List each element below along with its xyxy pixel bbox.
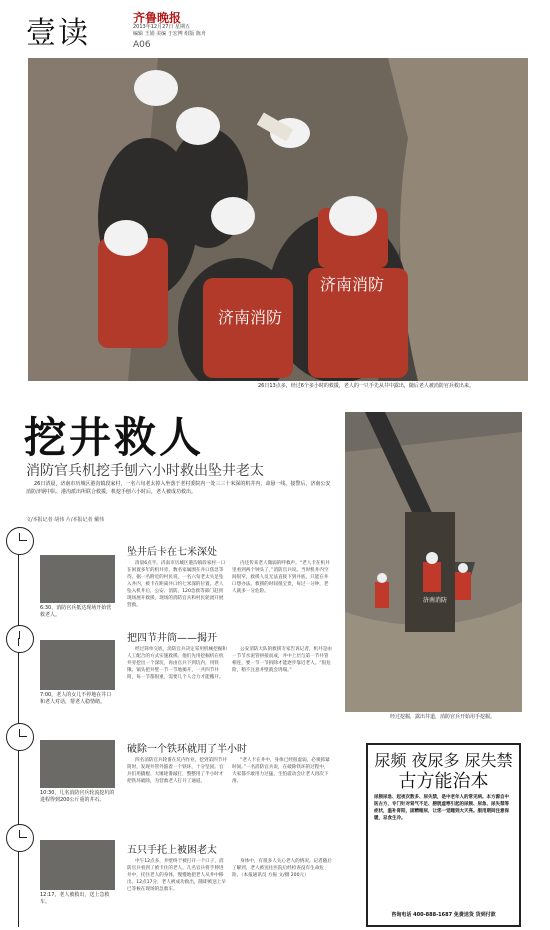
date-line: 2013年12月27日 星期五 bbox=[133, 24, 191, 30]
section-text-4b: 身体中，有很多人关心老人的情况。记者随后了解到，老人被送往医院后经检查没有生命危险。（本报通讯员 方振 文/摄 200元） bbox=[232, 859, 332, 878]
section-text-2a: 经过简单交底，消防官兵决定采用机械挖掘和人工配合的方式实施救援。他们先用挖掘机在机井旁挖出一个深坑，再由官兵下到坑内，用铁锹、镐头把井壁一节一节地揭开，一共四节井筒，每一节都很重，需要几个人合力才能搬开。 bbox=[127, 647, 227, 680]
main-photo-caption: 26日13点多，经过6个多小时的救援，老人的一只手先从井中露出，随后老人被消防官兵救出来。 bbox=[258, 383, 474, 389]
article-headline: 挖井救人 bbox=[24, 413, 205, 462]
editor-line: 编辑 王娟 美编 于宏博 组版 陈舟 bbox=[133, 31, 206, 37]
clock-icon bbox=[6, 527, 34, 555]
section-heading-4: 五只手托上被困老太 bbox=[127, 845, 217, 856]
ad-body-text: 尿频尿急、起夜次数多、尿失禁，是中老年人的常见病。本方源自中医古方，专门针对肾气不足、膀胱虚寒引起的尿频、尿急、尿失禁等症状，温补肾阳，固精缩尿，让您一觉睡到大天亮。服用期间注意保暖，忌食生冷。 bbox=[374, 795, 509, 821]
rescue-scene-illustration bbox=[28, 58, 528, 381]
timeline-photo-3 bbox=[40, 740, 115, 788]
timeline-photo-4 bbox=[40, 840, 115, 890]
clock-icon bbox=[6, 723, 34, 751]
timeline-caption-3: 10:30，几名消防官兵轮流挖坑的进程得到200公斤重的井石。 bbox=[40, 790, 115, 803]
timeline-photo-2 bbox=[40, 640, 115, 690]
ad-title-line1: 尿频 夜尿多 尿失禁 bbox=[374, 751, 513, 770]
ad-hotline: 咨询电话 400-888-1687 免费送货 货到付款 bbox=[391, 912, 496, 918]
section-text-3a: 四名消防官兵轮番在坑内作业，挖到第四节井筒时，发现井管外箍着一个铁环，十分坚固。官兵们用撬棍、大锤轮番敲打，整整用了半小时才把铁环破除，为营救老人打开了通道。 bbox=[127, 758, 227, 784]
section-heading-1: 坠井后卡在七米深处 bbox=[127, 547, 217, 558]
section-text-2b: 公安消防大队的救援专家告诉记者，机井是由一节节水泥管拼接而成，井中上层与第一节井管相连，要一节一节拆除才能逐步靠近老人。“很危险，稍不注意井壁就会坍塌。” bbox=[232, 647, 332, 673]
clock-icon bbox=[6, 625, 34, 653]
newspaper-logo: 齐鲁晚报 bbox=[133, 11, 182, 25]
right-photo-caption: 经过挖掘，露出井道，消防官兵开始用手挖掘。 bbox=[390, 714, 496, 720]
vest-text-1: 济南消防 bbox=[218, 308, 283, 327]
section-text-4a: 中午12点多，井壁终于被打开一个口子，消防官兵看到了被卡住的老人。几名官兵将手伸进井中，托住老人的身体，慢慢地把老人从井中移出。12点17分，老人被成功救出，随即被送上早已等候在现场的急救车。 bbox=[127, 859, 226, 892]
article-lead: 26日清晨，济南市历城区港沟镇段家村，一名六旬老太掉入坐落于老村委院内一处三三十米深的机井内，命悬一线。接警后，济南公安消防济钢中队、港沟派出所联合救援，机挖手刨六小时后，老人被成功救出。 bbox=[26, 481, 331, 495]
article-subheadline: 消防官兵机挖手刨六小时救出坠井老太 bbox=[26, 463, 264, 479]
ad-title-line2: 古方能治本 bbox=[398, 771, 489, 792]
excavator-scene-illustration bbox=[345, 412, 522, 712]
page-code: A06 bbox=[133, 40, 151, 50]
section-text-3b: “老人卡在井中，身体已经很虚弱，必须抓紧时间。”一名消防官兵说，在破除铁环的过程中，大家都不敢用力过猛，生怕震动会让老人再次下滑。 bbox=[232, 758, 330, 784]
main-rescue-photo bbox=[28, 58, 528, 381]
section-text-1a: 清晨6点半，济南市历城区港沟镇段家村一口在闲置多年的机井旁，数名家属围在井口焦急等待。据一名附近的村民说，一名六旬老太失足坠入井内，被卡在距离井口约七米深的位置。老人坠入机井后，公安、消防、120急救等部门赶到现场展开救援，现场的消防官兵和村民轮流开展营救。 bbox=[127, 561, 226, 608]
timeline-caption-2: 7:00，老人的女儿不停地在井口和老人对话，帮老人稳情绪。 bbox=[40, 692, 112, 705]
section-title: 壹读 bbox=[26, 16, 90, 51]
excavator-rescue-photo bbox=[345, 412, 522, 712]
advertisement-box[interactable] bbox=[366, 743, 521, 927]
article-byline: 文/本报记者 胡伟 片/本报记者 戴伟 bbox=[26, 517, 105, 523]
section-text-1b: 内还传来老人微弱的呼救声。“老人卡在机井里看到两个钟头了，”消防官兵说。当时机井内空间很窄，救援人员无法直接下到井底，只能在井口想办法。救援的时间很宝贵，每过一分钟，老人就多一分危险。 bbox=[232, 561, 330, 594]
right-vest-text: 济南消防 bbox=[423, 597, 448, 604]
timeline-caption-4: 12:17，老人被救出，送上急救车。 bbox=[40, 892, 110, 905]
section-heading-3: 破除一个铁环就用了半小时 bbox=[127, 744, 247, 755]
section-heading-2: 把四节井筒——揭开 bbox=[127, 633, 217, 644]
timeline-photo-1 bbox=[40, 555, 115, 603]
clock-icon bbox=[6, 824, 34, 852]
vest-text-2: 济南消防 bbox=[320, 275, 385, 294]
timeline-caption-1: 6:30，消防官兵抵达现场开始营救老人。 bbox=[40, 605, 112, 618]
